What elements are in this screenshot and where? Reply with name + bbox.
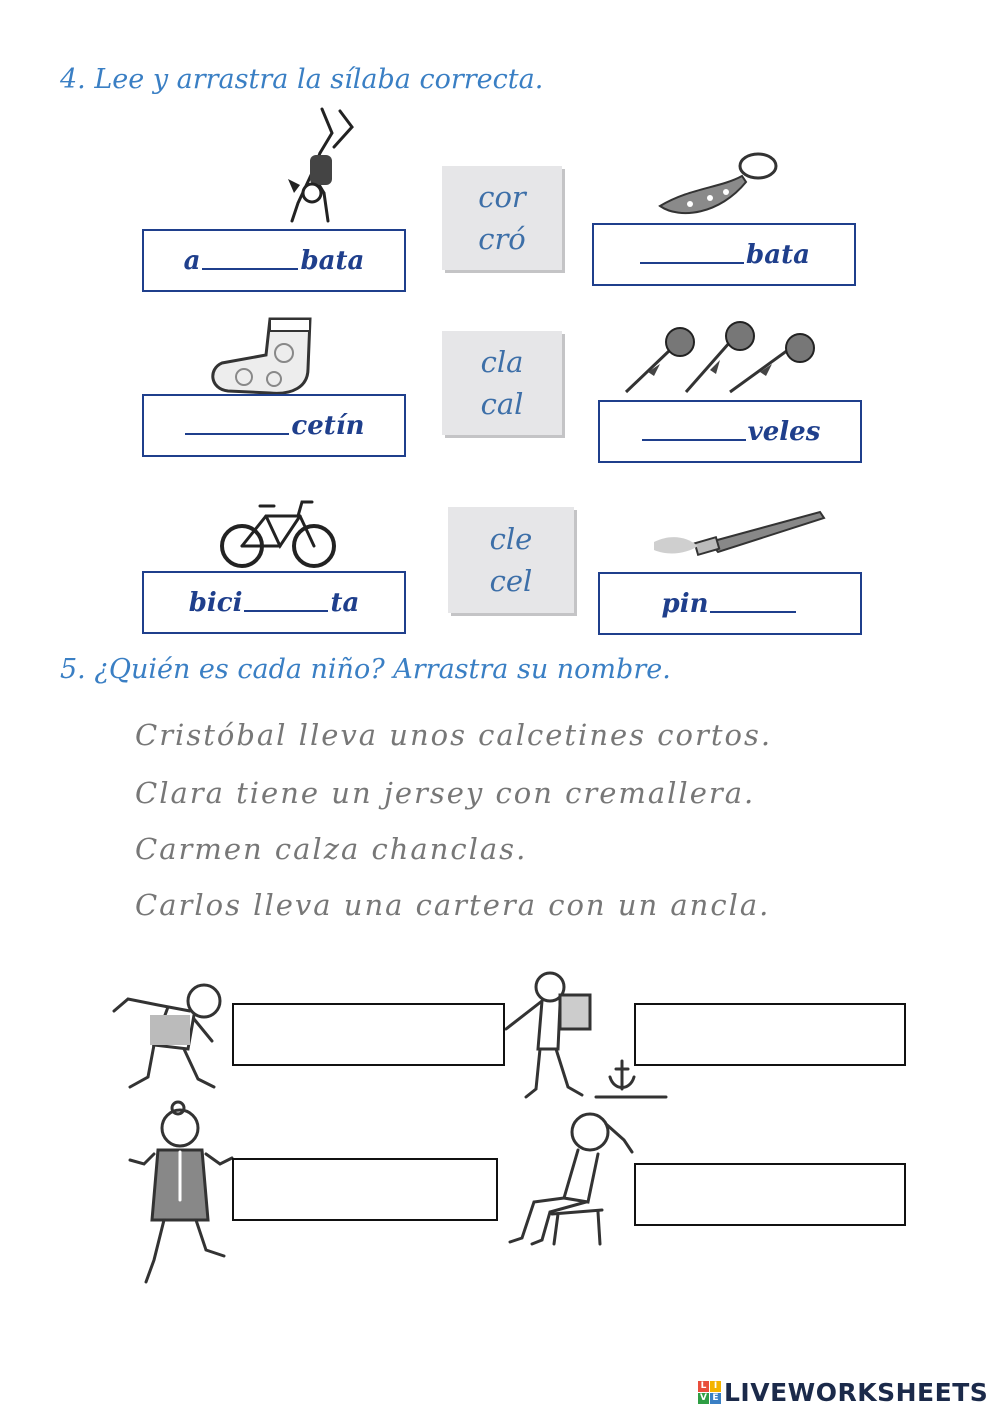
sentence-carmen: Carmen calza chanclas. [135, 832, 528, 866]
name-drop-box-2[interactable] [634, 1003, 906, 1066]
syllable-cal[interactable]: cal [480, 387, 524, 421]
sentence-clara: Clara tiene un jersey con cremallera. [135, 776, 756, 810]
blank-slot[interactable] [642, 439, 746, 441]
logo-text: LIVEWORKSHEETS [724, 1378, 989, 1407]
blank-slot[interactable] [244, 610, 328, 612]
answer-box-claveles[interactable] [598, 400, 862, 463]
girl-sitting-stool-icon [502, 1102, 636, 1250]
exercise-4-title: 4. Lee y arrastra la sílaba correcta. [60, 64, 544, 95]
word-suffix: cetín [291, 410, 365, 441]
word-suffix: veles [747, 416, 821, 447]
logo-mark-icon [698, 1381, 721, 1404]
blank-slot[interactable] [185, 433, 289, 435]
word-suffix: bata [300, 245, 365, 276]
syllable-card-2 [442, 331, 562, 435]
blank-slot[interactable] [710, 611, 796, 613]
girl-zipper-jersey-icon [124, 1100, 236, 1290]
syllable-cro[interactable]: cró [478, 222, 526, 256]
word-bicicleta [189, 588, 360, 618]
answer-box-bicicleta[interactable] [142, 571, 406, 634]
syllable-cle[interactable]: cle [489, 522, 533, 556]
answer-box-calcetin[interactable] [142, 394, 406, 457]
acrobat-icon [272, 103, 362, 225]
blank-slot[interactable] [640, 262, 744, 264]
word-suffix: bata [746, 239, 810, 270]
carnations-icon [620, 320, 832, 398]
name-drop-box-1[interactable] [232, 1003, 505, 1066]
blank-slot[interactable] [202, 268, 298, 270]
answer-box-corbata[interactable] [592, 223, 856, 286]
liveworksheets-logo[interactable] [698, 1378, 988, 1407]
word-corbata [638, 240, 810, 270]
word-suffix: ta [330, 587, 360, 618]
name-drop-box-4[interactable] [634, 1163, 906, 1226]
logo-letter: I [710, 1381, 721, 1392]
syllable-card-3 [448, 507, 574, 613]
word-prefix: a [183, 245, 201, 276]
exercise-5-title: 5. ¿Quién es cada niño? Arrastra su nombre. [60, 654, 671, 685]
name-drop-box-3[interactable] [232, 1158, 498, 1221]
syllable-cel[interactable]: cel [489, 564, 533, 598]
syllable-cla[interactable]: cla [480, 345, 524, 379]
sentence-carlos: Carlos lleva una cartera con un ancla. [135, 888, 771, 922]
syllable-cor[interactable]: cor [478, 180, 526, 214]
syllable-card-1 [442, 166, 562, 270]
word-acrobata [184, 246, 365, 276]
tie-icon [650, 148, 782, 224]
boy-short-socks-icon [108, 975, 232, 1095]
answer-box-pincel[interactable] [598, 572, 862, 635]
logo-letter: L [698, 1381, 709, 1392]
word-calcetin [183, 411, 364, 441]
word-prefix: pin [661, 588, 709, 619]
word-claveles [640, 417, 821, 447]
word-pincel [662, 589, 799, 619]
answer-box-acrobata[interactable] [142, 229, 406, 292]
bicycle-icon [218, 492, 340, 572]
sock-icon [204, 313, 322, 397]
word-prefix: bici [188, 587, 243, 618]
logo-letter: V [698, 1393, 709, 1404]
logo-letter: E [710, 1393, 721, 1404]
paintbrush-icon [650, 506, 830, 562]
sentence-cristobal: Cristóbal lleva unos calcetines cortos. [135, 718, 773, 752]
